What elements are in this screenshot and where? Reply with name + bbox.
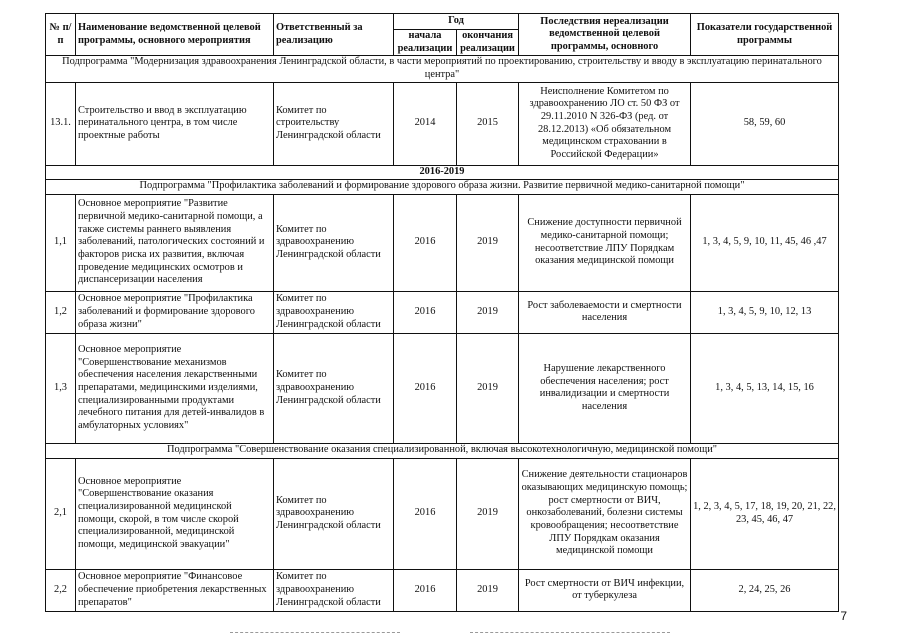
period-label: 2016-2019: [46, 165, 839, 179]
row-start-year: 2014: [394, 82, 457, 165]
header-year: Год: [394, 14, 519, 30]
header-num: № п/п: [46, 14, 76, 56]
row-num: 2,1: [46, 458, 76, 569]
scan-divider-left: [230, 632, 400, 633]
row-indicators: 2, 24, 25, 26: [691, 569, 839, 611]
row-end-year: 2019: [457, 291, 519, 333]
page-number: 7: [840, 609, 847, 623]
row-start-year: 2016: [394, 458, 457, 569]
row-name: Основное мероприятие "Финансовое обеспечение приобретения лекарственных препаратов": [76, 569, 274, 611]
table-row: [46, 458, 839, 569]
header-indicators: Показатели государственной программы: [691, 14, 839, 56]
row-end-year: 2019: [457, 333, 519, 443]
period-row: [46, 165, 839, 179]
subprogram-prevention: Подпрограмма "Профилактика заболеваний и формирование здорового образа жизни. Развитие первичной медико-санитарной помощи": [46, 179, 839, 194]
row-responsible: Комитет по здравоохранению Ленинградской области: [274, 194, 394, 291]
row-end-year: 2015: [457, 82, 519, 165]
row-num: 1,2: [46, 291, 76, 333]
row-responsible: Комитет по здравоохранению Ленинградской области: [274, 333, 394, 443]
subprogram-row: [46, 179, 839, 194]
row-indicators: 58, 59, 60: [691, 82, 839, 165]
subprogram-row: [46, 56, 839, 82]
subprogram-specialized: Подпрограмма "Совершенствование оказания специализированной, включая высокотехнологичную, медицинской помощи": [46, 443, 839, 458]
row-num: 1,3: [46, 333, 76, 443]
row-consequences: Рост заболеваемости и смертности населения: [519, 291, 691, 333]
row-responsible: Комитет по строительству Ленинградской области: [274, 82, 394, 165]
row-indicators: 1, 3, 4, 5, 9, 10, 12, 13: [691, 291, 839, 333]
row-consequences: Рост смертности от ВИЧ инфекции, от туберкулеза: [519, 569, 691, 611]
row-name: Основное мероприятие "Совершенствование оказания специализированной медицинской помощи, скорой, в том числе скорой специализированной, медицинской помощи, медицинской эвакуации": [76, 458, 274, 569]
row-responsible: Комитет по здравоохранению Ленинградской области: [274, 458, 394, 569]
row-consequences: Снижение деятельности стационаров оказывающих медицинскую помощь; рост смертности от ВИЧ, онкозаболеваний, болезни системы кровообращения; несоответствие ЛПУ Порядкам оказания медицинской помощи: [519, 458, 691, 569]
row-indicators: 1, 3, 4, 5, 9, 10, 11, 45, 46 ,47: [691, 194, 839, 291]
program-table: [45, 13, 839, 612]
table-row: [46, 333, 839, 443]
row-end-year: 2019: [457, 458, 519, 569]
row-consequences: Неисполнение Комитетом по здравоохранению ЛО ст. 50 ФЗ от 29.11.2010 N 326-ФЗ (ред. от 28.12.2013) «Об обязательном медицинском страховании в Российской Федерации»: [519, 82, 691, 165]
header-year-end: окончания реализации: [457, 30, 519, 56]
scan-divider-right: [470, 632, 670, 633]
subprogram-modernization: Подпрограмма "Модернизация здравоохранения Ленинградской области, в части мероприятий по проектированию, строительству и вводу в эксплуатацию перинатального центра": [46, 56, 839, 82]
header-row-1: [46, 14, 839, 30]
subprogram-row: [46, 443, 839, 458]
row-responsible: Комитет по здравоохранению Ленинградской области: [274, 569, 394, 611]
header-responsible: Ответственный за реализацию: [274, 14, 394, 56]
row-end-year: 2019: [457, 569, 519, 611]
row-start-year: 2016: [394, 569, 457, 611]
row-name: Основное мероприятие "Развитие первичной медико-санитарной помощи, а также системы раннего выявления заболеваний, патологических состояний и факторов риска их развития, включая проведение медицинских осмотров и диспансеризации населения: [76, 194, 274, 291]
table-row: [46, 569, 839, 611]
header-name: Наименование ведомственной целевой программы, основного мероприятия: [76, 14, 274, 56]
row-num: 13.1.: [46, 82, 76, 165]
row-name: Основное мероприятие "Профилактика заболеваний и формирование здорового образа жизни": [76, 291, 274, 333]
row-indicators: 1, 2, 3, 4, 5, 17, 18, 19, 20, 21, 22, 23, 45, 46, 47: [691, 458, 839, 569]
row-indicators: 1, 3, 4, 5, 13, 14, 15, 16: [691, 333, 839, 443]
row-start-year: 2016: [394, 194, 457, 291]
row-start-year: 2016: [394, 291, 457, 333]
row-num: 1,1: [46, 194, 76, 291]
row-consequences: Нарушение лекарственного обеспечения населения; рост инвалидизации и смертности населения: [519, 333, 691, 443]
row-consequences: Снижение доступности первичной медико-санитарной помощи; несоответствие ЛПУ Порядкам оказания медицинской помощи: [519, 194, 691, 291]
row-start-year: 2016: [394, 333, 457, 443]
row-name: Строительство и ввод в эксплуатацию перинатального центра, в том числе проектные работы: [76, 82, 274, 165]
table-row: [46, 82, 839, 165]
row-num: 2,2: [46, 569, 76, 611]
row-responsible: Комитет по здравоохранению Ленинградской области: [274, 291, 394, 333]
row-name: Основное мероприятие "Совершенствование механизмов обеспечения населения лекарственными препаратами, медицинскими изделиями, специализированными продуктами лечебного питания для детей-инвалидов в амбулаторных условиях": [76, 333, 274, 443]
header-consequences: Последствия нереализации ведомственной целевой программы, основного: [519, 14, 691, 56]
table-row: [46, 291, 839, 333]
header-year-start: начала реализации: [394, 30, 457, 56]
row-end-year: 2019: [457, 194, 519, 291]
table-row: [46, 194, 839, 291]
